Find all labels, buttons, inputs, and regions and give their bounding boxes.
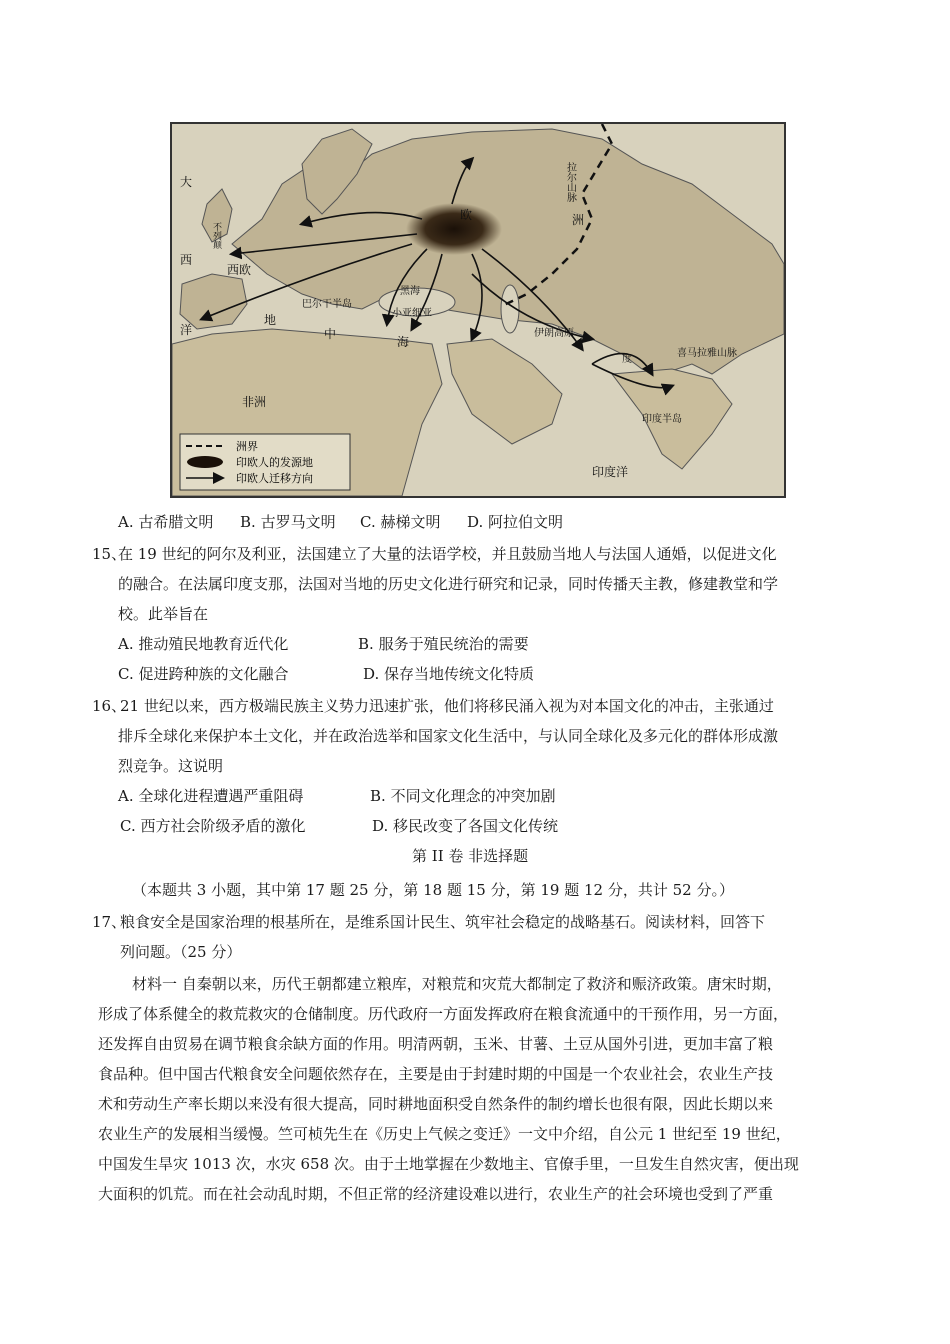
migration-map xyxy=(170,122,786,498)
q17-number: 17、 xyxy=(92,913,127,931)
label-west-europe: 西欧 xyxy=(227,263,252,277)
map-legend xyxy=(180,434,350,490)
q15-option-b: B. 服务于殖民统治的需要 xyxy=(358,635,529,653)
q14-option-a: A. 古希腊文明 xyxy=(118,513,214,531)
label-atlantic-yang: 洋 xyxy=(180,323,193,337)
label-indian-peninsula: 印度半岛 xyxy=(642,414,682,425)
label-africa: 非洲 xyxy=(242,395,267,409)
q15-option-c: C. 促进跨种族的文化融合 xyxy=(118,665,289,683)
label-britain: 不列颠 xyxy=(211,222,221,249)
origin-area xyxy=(406,203,502,255)
q15-number: 15、 xyxy=(92,545,127,563)
label-med-hai: 海 xyxy=(397,335,410,349)
q16-option-d: D. 移民改变了各国文化传统 xyxy=(372,817,559,835)
q16-option-b: B. 不同文化理念的冲突加剧 xyxy=(370,787,556,805)
q16-option-a: A. 全球化进程遭遇严重阻碍 xyxy=(118,787,304,805)
label-med-di: 地 xyxy=(264,313,277,327)
label-black-sea: 黑海 xyxy=(400,286,420,297)
q15-option-d: D. 保存当地传统文化特质 xyxy=(363,665,535,683)
q14-option-d: D. 阿拉伯文明 xyxy=(467,513,564,531)
legend-migration-label: 印欧人迁移方向 xyxy=(236,472,313,485)
label-india: 度 xyxy=(622,354,632,365)
label-eurasia: 欧 xyxy=(460,208,473,222)
label-atlantic-da: 大 xyxy=(180,175,193,189)
legend-border-label: 洲界 xyxy=(236,440,258,453)
label-med-zhong: 中 xyxy=(324,327,337,341)
map-svg xyxy=(172,124,784,496)
q15-option-a: A. 推动殖民地教育近代化 xyxy=(118,635,289,653)
label-continent: 洲 xyxy=(572,213,585,227)
label-himalaya: 喜马拉雅山脉 xyxy=(677,348,737,359)
label-atlantic-xi: 西 xyxy=(180,253,193,267)
label-balkan: 巴尔干半岛 xyxy=(302,299,352,310)
label-ural: 拉尔山脉 xyxy=(564,162,576,202)
label-indian-ocean: 印度洋 xyxy=(592,465,629,479)
q14-option-c: C. 赫梯文明 xyxy=(360,513,441,531)
q16-number: 16、 xyxy=(92,697,127,715)
q14-option-b: B. 古罗马文明 xyxy=(240,513,336,531)
q16-option-c: C. 西方社会阶级矛盾的激化 xyxy=(120,817,306,835)
section-title: 第 II 卷 非选择题 xyxy=(412,847,529,865)
label-iran: 伊朗高原 xyxy=(534,328,574,339)
section-note: （本题共 3 小题，其中第 17 题 25 分，第 18 题 15 分，第 19 题 12 分，共计 52 分。） xyxy=(132,881,734,899)
legend-origin-swatch xyxy=(187,456,223,468)
label-asia-minor: 小亚细亚 xyxy=(392,308,432,319)
legend-origin-label: 印欧人的发源地 xyxy=(236,456,313,469)
